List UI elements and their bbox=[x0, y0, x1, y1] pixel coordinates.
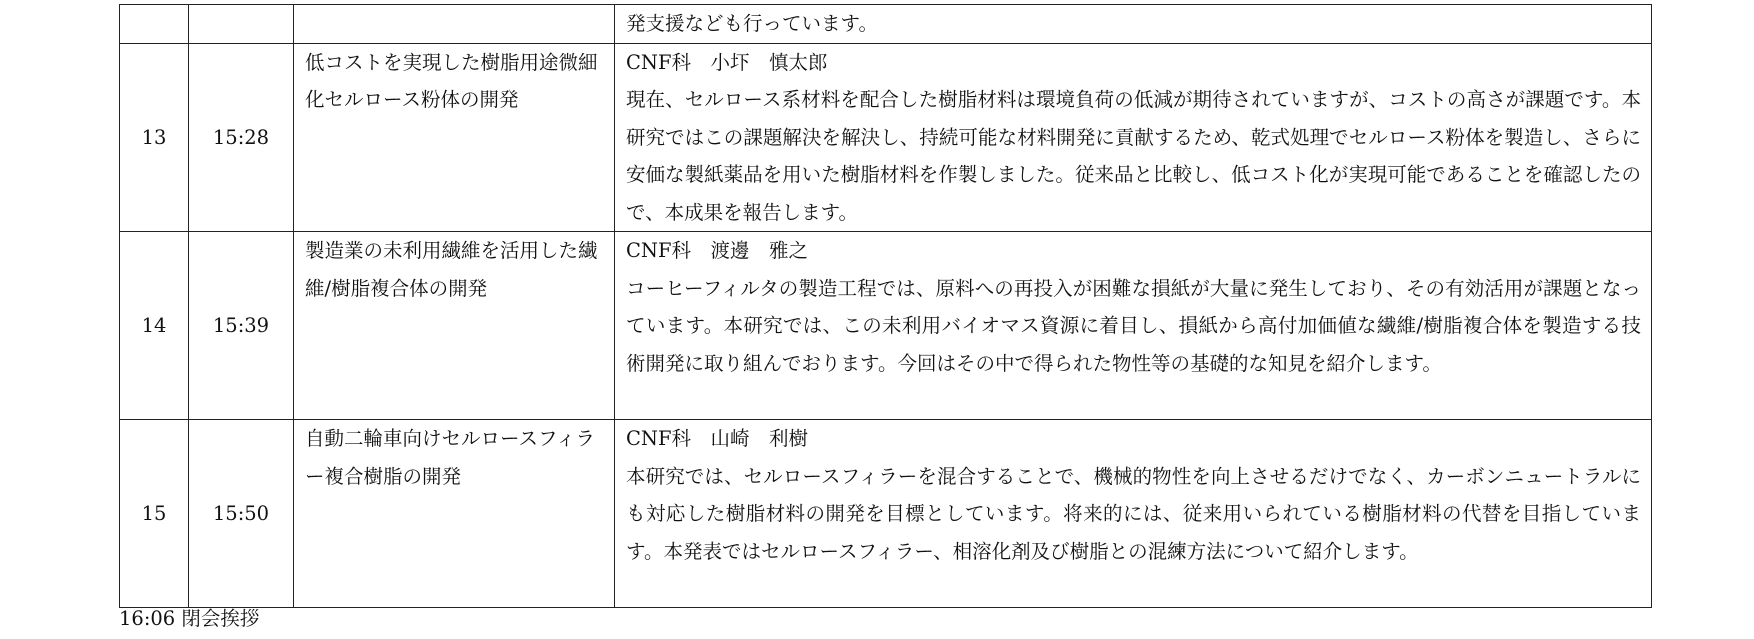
session-number: 14 bbox=[120, 232, 189, 420]
title-cell-empty bbox=[294, 5, 615, 44]
abstract: コーヒーフィルタの製造工程では、原料への再投入が困難な損紙が大量に発生しており、その有効活用が課題となっています。本研究では、この未利用バイオマス資源に着目し、損紙から高付加価値な繊維/樹脂複合体を製造する技術開発に取り組んでおります。今回はその中で得られた物性等の基礎的な知見を紹介します。 bbox=[626, 276, 1641, 375]
description-continuation bbox=[615, 5, 1652, 44]
session-description bbox=[615, 420, 1652, 608]
closing-remarks: 16:06 閉会挨拶 bbox=[119, 607, 260, 630]
session-description bbox=[615, 43, 1652, 232]
schedule-table bbox=[119, 4, 1652, 608]
table-row bbox=[120, 420, 1652, 608]
table-row bbox=[120, 43, 1652, 232]
abstract: 本研究では、セルロースフィラーを混合することで、機械的物性を向上させるだけでなく、カーボンニュートラルにも対応した樹脂材料の開発を目標としています。将来的には、従来用いられている樹脂材料の代替を目指しています。本発表ではセルロースフィラー、相溶化剤及び樹脂との混練方法について紹介します。 bbox=[626, 464, 1641, 563]
session-description bbox=[615, 232, 1652, 420]
table-row bbox=[120, 232, 1652, 420]
session-time: 15:50 bbox=[189, 420, 294, 608]
session-time: 15:28 bbox=[189, 43, 294, 232]
table-row-continuation bbox=[120, 5, 1652, 44]
continuation-text: 発支援なども行っています。 bbox=[626, 12, 878, 35]
presenter: CNF科 山崎 利樹 bbox=[626, 427, 809, 450]
presenter: CNF科 小圷 慎太郎 bbox=[626, 50, 828, 74]
session-title: 低コストを実現した樹脂用途微細化セルロース粉体の開発 bbox=[294, 43, 615, 232]
number-cell-empty bbox=[120, 5, 189, 44]
time-cell-empty bbox=[189, 5, 294, 44]
session-title: 製造業の未利用繊維を活用した繊維/樹脂複合体の開発 bbox=[294, 232, 615, 420]
abstract: 現在、セルロース系材料を配合した樹脂材料は環境負荷の低減が期待されていますが、コストの高さが課題です。本研究ではこの課題解決を解決し、持続可能な材料開発に貢献するため、乾式処理でセルロース粉体を製造し、さらに安価な製紙薬品を用いた樹脂材料を作製しました。従来品と比較し、低コスト化が実現可能であることを確認したので、本成果を報告します。 bbox=[626, 88, 1641, 224]
session-time: 15:39 bbox=[189, 232, 294, 420]
presenter: CNF科 渡邊 雅之 bbox=[626, 239, 809, 262]
session-number: 13 bbox=[120, 43, 189, 232]
session-title: 自動二輪車向けセルロースフィラー複合樹脂の開発 bbox=[294, 420, 615, 608]
session-number: 15 bbox=[120, 420, 189, 608]
